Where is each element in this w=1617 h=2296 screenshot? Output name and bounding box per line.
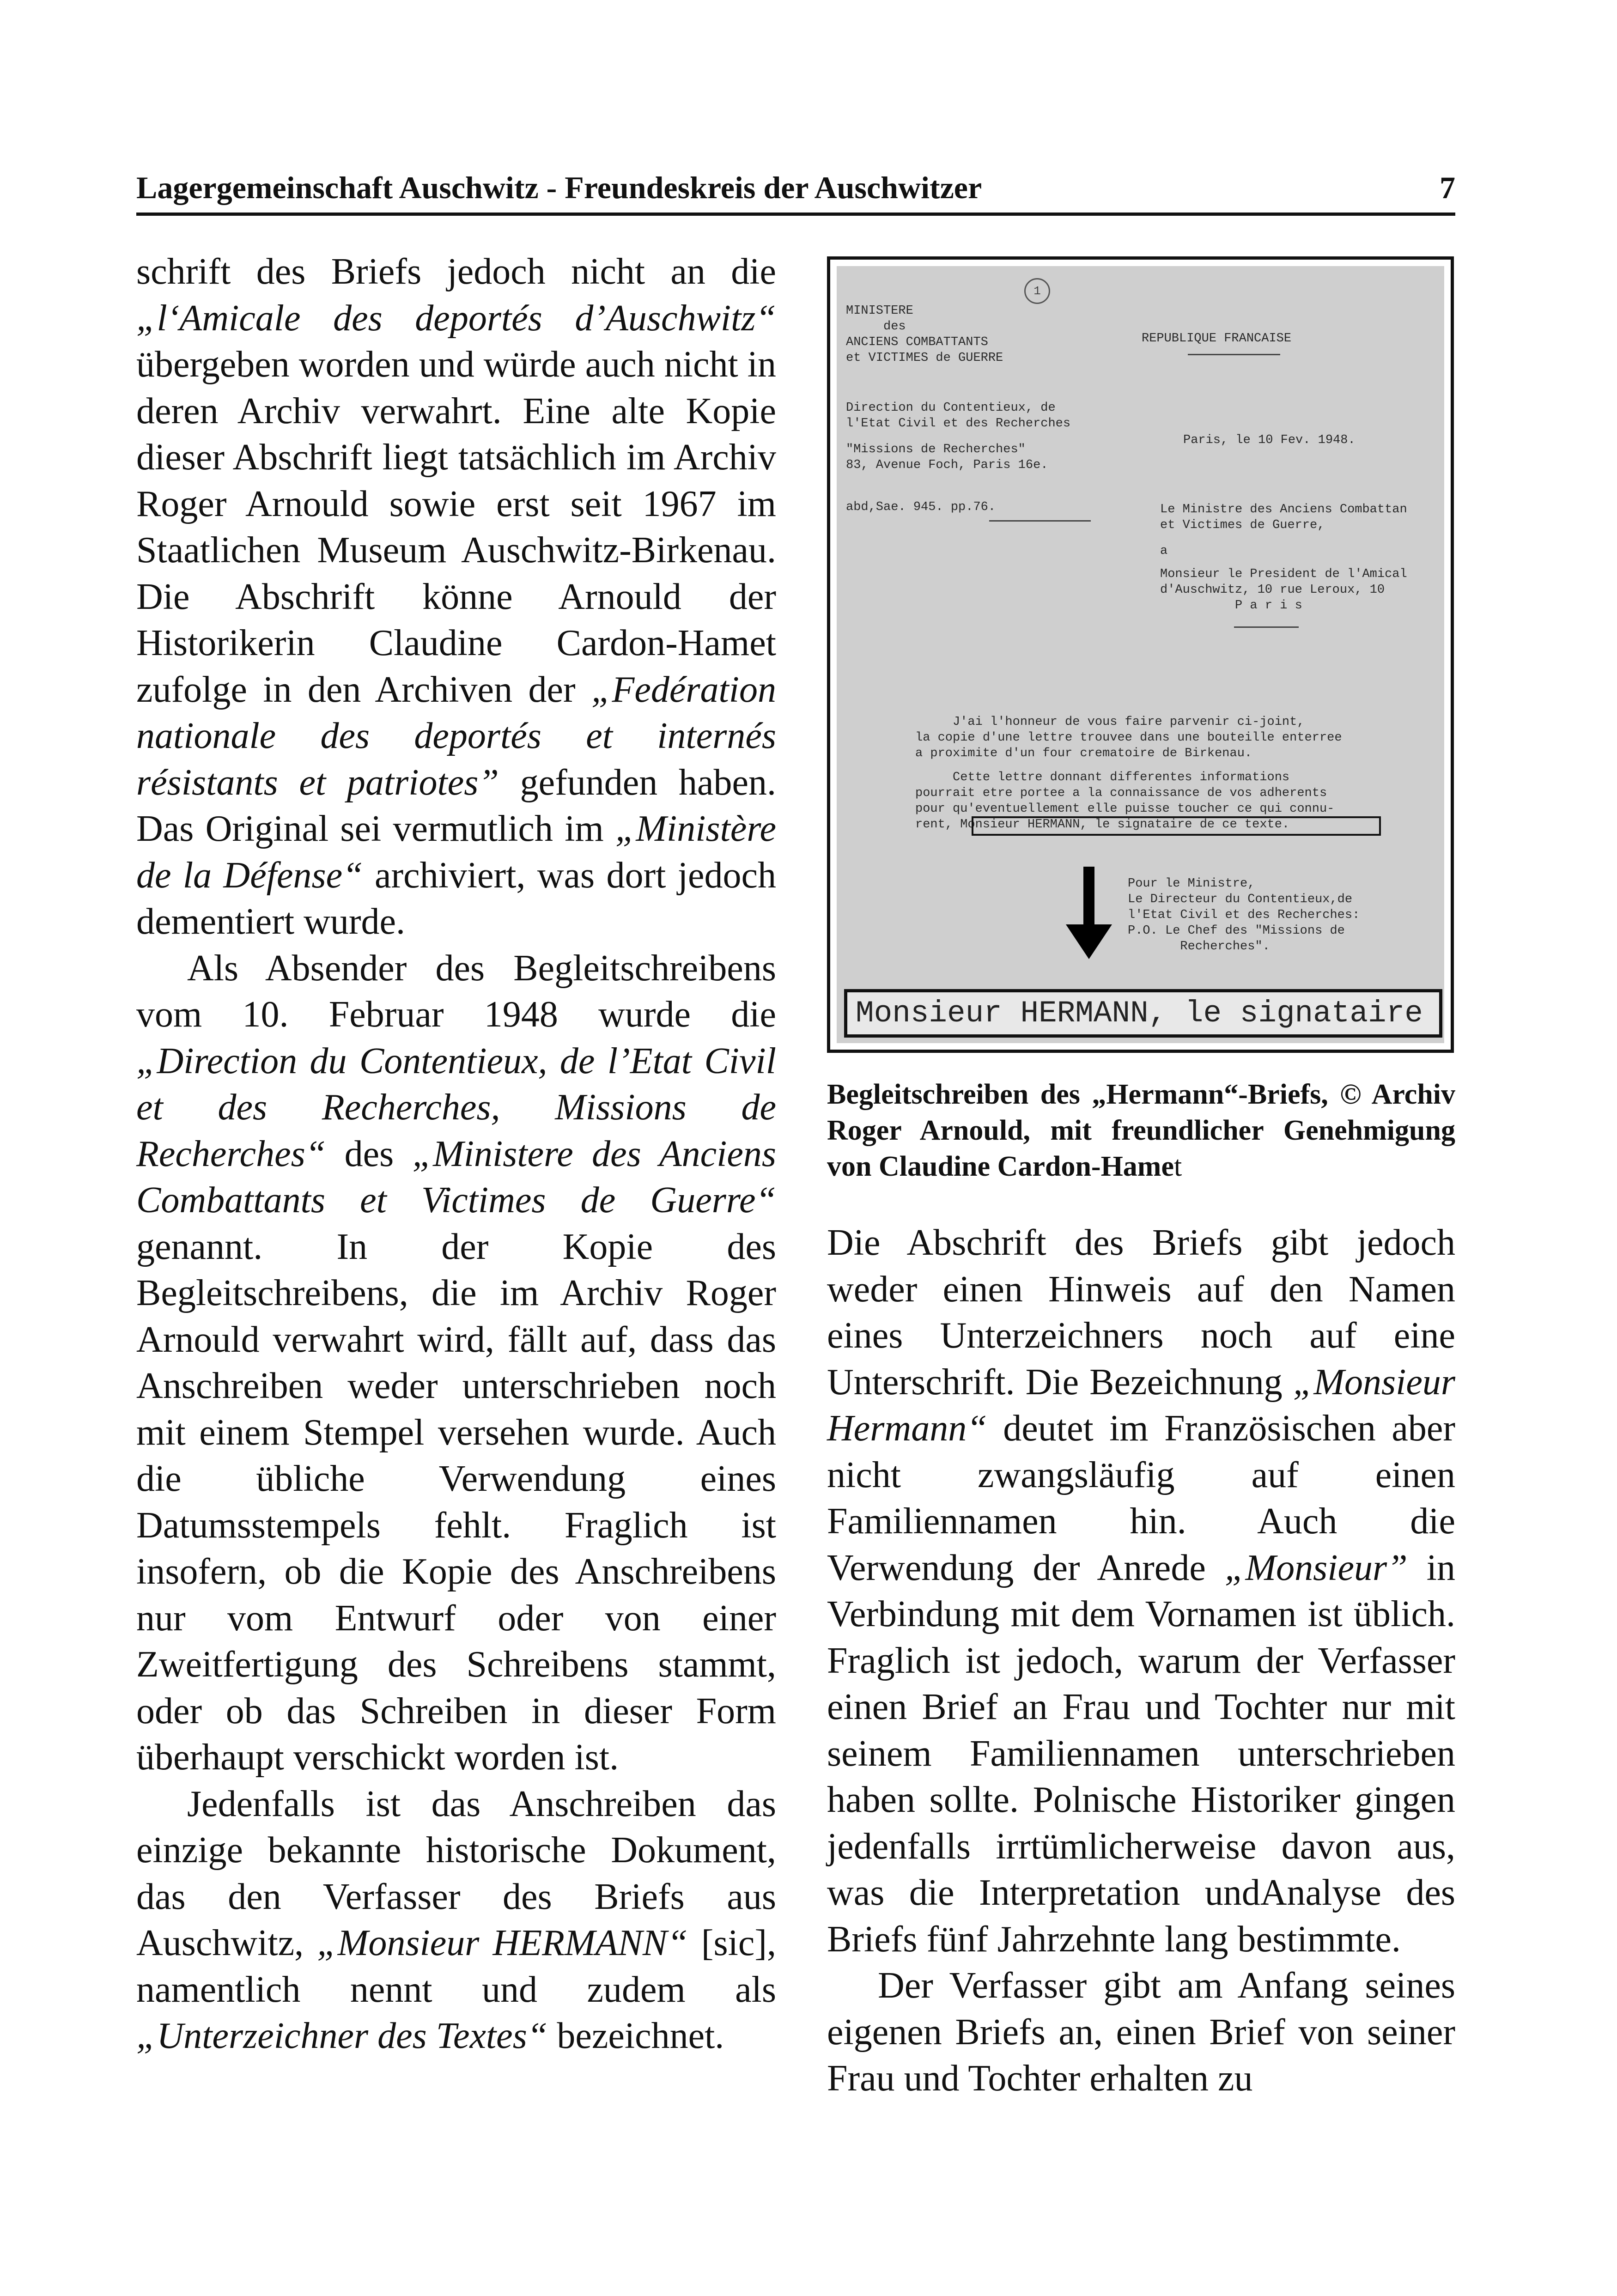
running-header <box>136 157 1455 216</box>
from-block: Le Ministre des Anciens Combattan et Victimes de Guerre, <box>1160 503 1407 532</box>
circled-number: 1 <box>1024 278 1050 304</box>
paragraph: Als Absender des Begleitschreibens vom 10. Februar 1948 wurde die „Direction du Contentieux, de l’Etat Civil et des Recherches, Missions de Recherches“ des „Ministere des Anciens Combattants et Victimes de Guerre“ genannt. In der Kopie des Begleitschreibens, die im Archiv Roger Arnould verwahrt wird, fällt auf, dass das Anschreiben weder unterschrieben noch mit einem Stempel versehen wurde. Auch die übliche Verwendung eines Datumsstempels fehlt. Fraglich ist insofern, ob die Kopie des Anschreibens nur vom Entwurf oder von einer Zweitfertigung des Schreibens stammt, oder ob das Schreiben in dieser Form überhaupt verschickt worden ist. <box>136 948 776 1778</box>
highlight-box <box>972 816 1381 836</box>
a-line: a <box>1160 544 1168 558</box>
to-block: Monsieur le President de l'Amical d'Auschwitz, 10 rue Leroux, 10 P a r i s <box>1160 567 1407 613</box>
paragraph: Die Abschrift des Briefs gibt jedoch weder einen Hinweis auf den Namen eines Unterzeichners noch auf eine Unterschrift. Die Bezeichnung „Monsieur Hermann“ deutet im Französischen aber nicht zwangsläufig auf einen Familiennamen hin. Auch die Verwendung der Anrede „Monsieur” in Verbindung mit dem Vornamen ist üblich. Fraglich ist jedoch, warum der Verfasser einen Brief an Frau und Tochter nur mit seinem Familiennamen unterschrieben haben sollte. Polnische Historiker gingen jedenfalls irrtümlicherweise davon aus, was die Interpretation undAnalyse des Briefs fünf Jahrzehnte lang bestimmte. <box>827 1222 1455 1960</box>
paragraph: Jedenfalls ist das Anschreiben das einzige bekannte historische Dokument, das den Verfasser des Briefs aus Auschwitz, „Monsieur HERMANN“ [sic], namentlich nennt und zudem als „Unterzeichner des Textes“ bezeichnet. <box>136 1783 776 2056</box>
figure-caption: Begleitschreiben des „Hermann“-Briefs, © Archiv Roger Arnould, mit freundlicher Genehmigung von Claudine Cardon-Hamet <box>827 1079 1455 1182</box>
signoff-block: Pour le Ministre, Le Directeur du Contentieux,de l'Etat Civil et des Recherches: P.O. Le Chef des "Missions de Recherches". <box>1128 877 1360 954</box>
paragraph: Der Verfasser gibt am Anfang seines eigenen Briefs an, einen Brief von seiner Frau und Tochter erhalten zu <box>827 1965 1455 2099</box>
divider <box>989 520 1091 522</box>
right-column <box>827 1220 1455 2102</box>
scanned-letter <box>837 266 1444 1043</box>
republic-heading: REPUBLIQUE FRANCAISE <box>1142 332 1292 346</box>
reference-line: abd,Sae. 945. pp.76. <box>846 500 996 514</box>
date-line: Paris, le 10 Fev. 1948. <box>1183 433 1356 447</box>
left-column <box>136 249 776 2059</box>
missions-block: "Missions de Recherches" 83, Avenue Foch, Paris 16e. <box>846 443 1048 472</box>
letter-body-1: J'ai l'honneur de vous faire parvenir ci-joint, la copie d'une lettre trouvee dans une bouteille enterree a proximite d'un four crematoire de Birkenau. <box>915 715 1342 760</box>
page-number: 7 <box>1440 170 1455 205</box>
divider <box>1188 354 1280 355</box>
document-figure <box>827 256 1454 1053</box>
paragraph: schrift des Briefs jedoch nicht an die „l‘Amicale des deportés d’Auschwitz“ übergeben worden und würde auch nicht in deren Archiv verwahrt. Eine alte Kopie dieser Abschrift liegt tatsächlich im Archiv Roger Arnould sowie erst seit 1967 im Staatlichen Museum Auschwitz-Birkenau. Die Abschrift könne Arnould der Historikerin Claudine Cardon-Hamet zufolge in den Archiven der „Fedération nationale des deportés et internés résistants et patriotes” gefunden haben. Das Original sei vermutlich im „Ministère de la Défense“ archiviert, was dort jedoch dementiert wurde. <box>136 251 776 942</box>
sender-block: MINISTERE des ANCIENS COMBATTANTS et VICTIMES de GUERRE <box>846 304 1003 365</box>
letter-body-2: Cette lettre donnant differentes informations pourrait etre portee a la connaissance de vos adherents pour qu'eventuellement elle puisse toucher ce qui connu- rent, Monsieur HERMANN, le signataire de ce texte. <box>915 771 1335 832</box>
header-title: Lagergemeinschaft Auschwitz - Freundeskreis der Auschwitzer <box>136 170 982 205</box>
divider <box>1234 626 1299 628</box>
zoomed-signature-detail: Monsieur HERMANN, le signataire <box>844 989 1442 1038</box>
down-arrow-icon <box>1066 867 1112 959</box>
direction-block: Direction du Contentieux, de l'Etat Civil et des Recherches <box>846 401 1071 431</box>
